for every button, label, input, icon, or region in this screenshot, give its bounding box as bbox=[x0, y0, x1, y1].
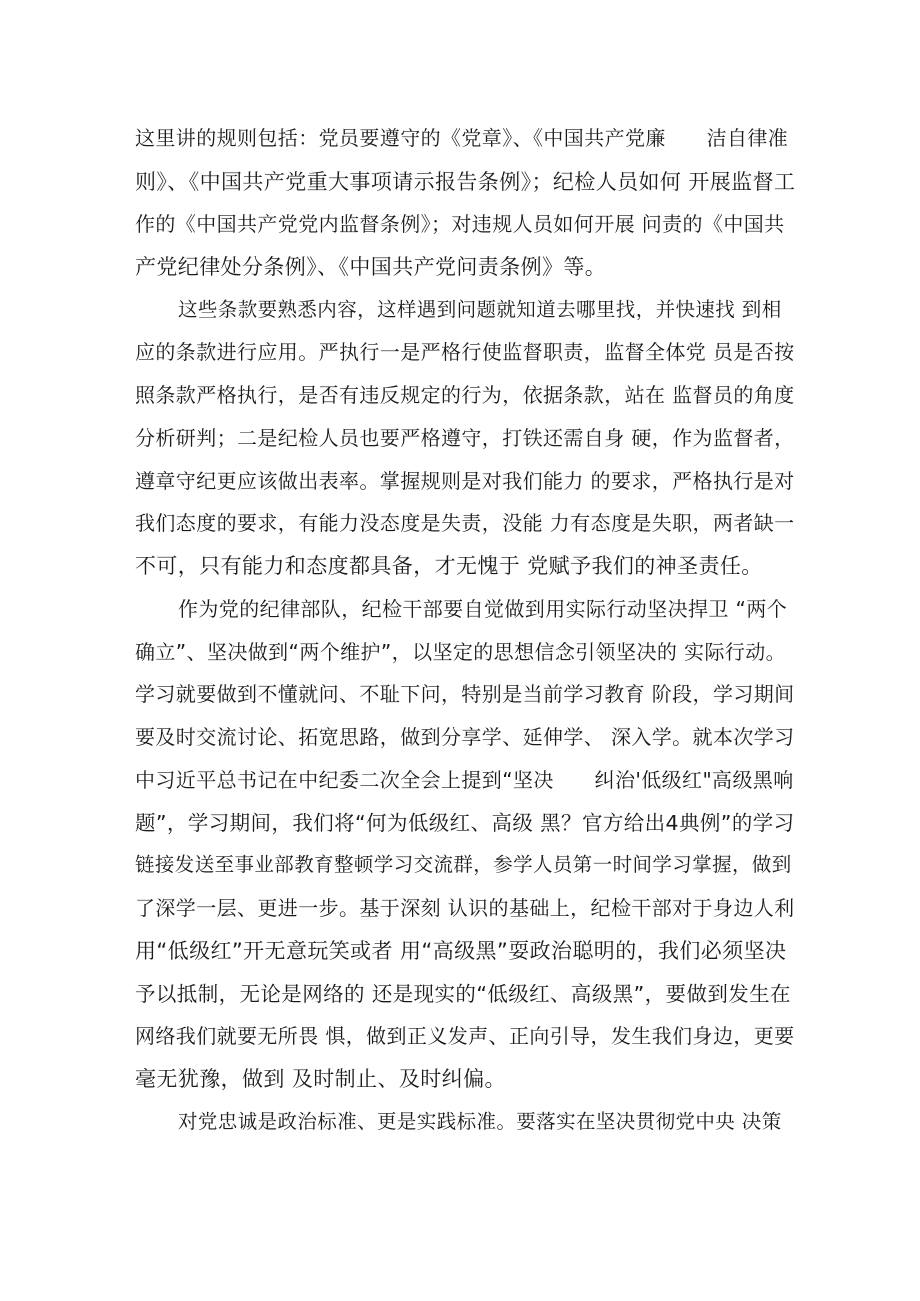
text-line: 了深学一层、更进一步。基于深刻 认识的基础上，纪检干部对于身边人利 bbox=[135, 896, 795, 920]
text-line: 我们态度的要求，有能力没态度是失责，没能 力有态度是失职，两者缺一 bbox=[135, 511, 795, 535]
text-line: 学习就要做到不懂就问、不耻下问，特别是当前学习教育 阶段，学习期间 bbox=[135, 682, 795, 706]
text-line: 网络我们就要无所畏 惧，做到正义发声、正向引导，发生我们身边，更要 bbox=[135, 1024, 795, 1048]
text-line: 对党忠诚是政治标准、更是实践标准。要落实在坚决贯彻党中央 决策 bbox=[178, 1110, 782, 1133]
text-line: 这里讲的规则包括：党员要遵守的《党章》、《中国共产党廉 洁自律准 bbox=[135, 126, 789, 150]
text-line: 要及时交流讨论、拓宽思路，做到分享学、延伸学、 深入学。就本次学习 bbox=[135, 725, 795, 749]
text-line: 作为党的纪律部队，纪检干部要自觉做到用实际行动坚决捍卫 “两个 bbox=[178, 597, 788, 621]
text-line: 这些条款要熟悉内容，这样遇到问题就知道去哪里找，并快速找 到相 bbox=[178, 298, 782, 321]
text-line: 遵章守纪更应该做出表率。掌握规则是对我们能力 的要求，严格执行是对 bbox=[135, 469, 795, 493]
text-line: 毫无犹豫，做到 及时制止、及时纠偏。 bbox=[135, 1067, 506, 1091]
text-line: 题”，学习期间，我们将“何为低级红、高级 黑？官方给出4典例”的学习 bbox=[135, 811, 795, 835]
text-line: 照条款严格执行，是否有违反规定的行为，依据条款，站在 监督员的角度 bbox=[135, 383, 795, 407]
text-line: 应的条款进行应用。严执行一是严格行使监督职责，监督全体党 员是否按 bbox=[135, 340, 795, 364]
text-line: 产党纪律处分条例》、《中国共产党问责条例》等。 bbox=[135, 255, 607, 279]
text-line: 则》、《中国共产党重大事项请示报告条例》；纪检人员如何 开展监督工 bbox=[135, 170, 796, 194]
text-line: 作的《中国共产党党内监督条例》；对违规人员如何开展 问责的《中国共 bbox=[135, 212, 785, 236]
text-line: 用“低级红”开无意玩笑或者 用“高级黑”耍政治聪明的，我们必须坚决 bbox=[135, 939, 787, 963]
text-line: 予以抵制，无论是网络的 还是现实的“低级红、高级黑”，要做到发生在 bbox=[135, 982, 791, 1006]
text-line: 中习近平总书记在中纪委二次全会上提到“坚决 纠治'低级红"高级黑响 bbox=[135, 768, 794, 792]
text-line: 分析研判；二是纪检人员也要严格遵守，打铁还需自身 硬，作为监督者， bbox=[135, 426, 795, 450]
text-line: 确立”、坚决做到“两个维护”，以坚定的思想信念引领坚决的 实际行动。 bbox=[135, 640, 787, 664]
text-line: 链接发送至事业部教育整顿学习交流群，参学人员第一时间学习掌握，做到 bbox=[135, 853, 792, 876]
text-line: 不可，只有能力和态度都具备，才无愧于 党赋予我们的神圣责任。 bbox=[135, 554, 763, 578]
